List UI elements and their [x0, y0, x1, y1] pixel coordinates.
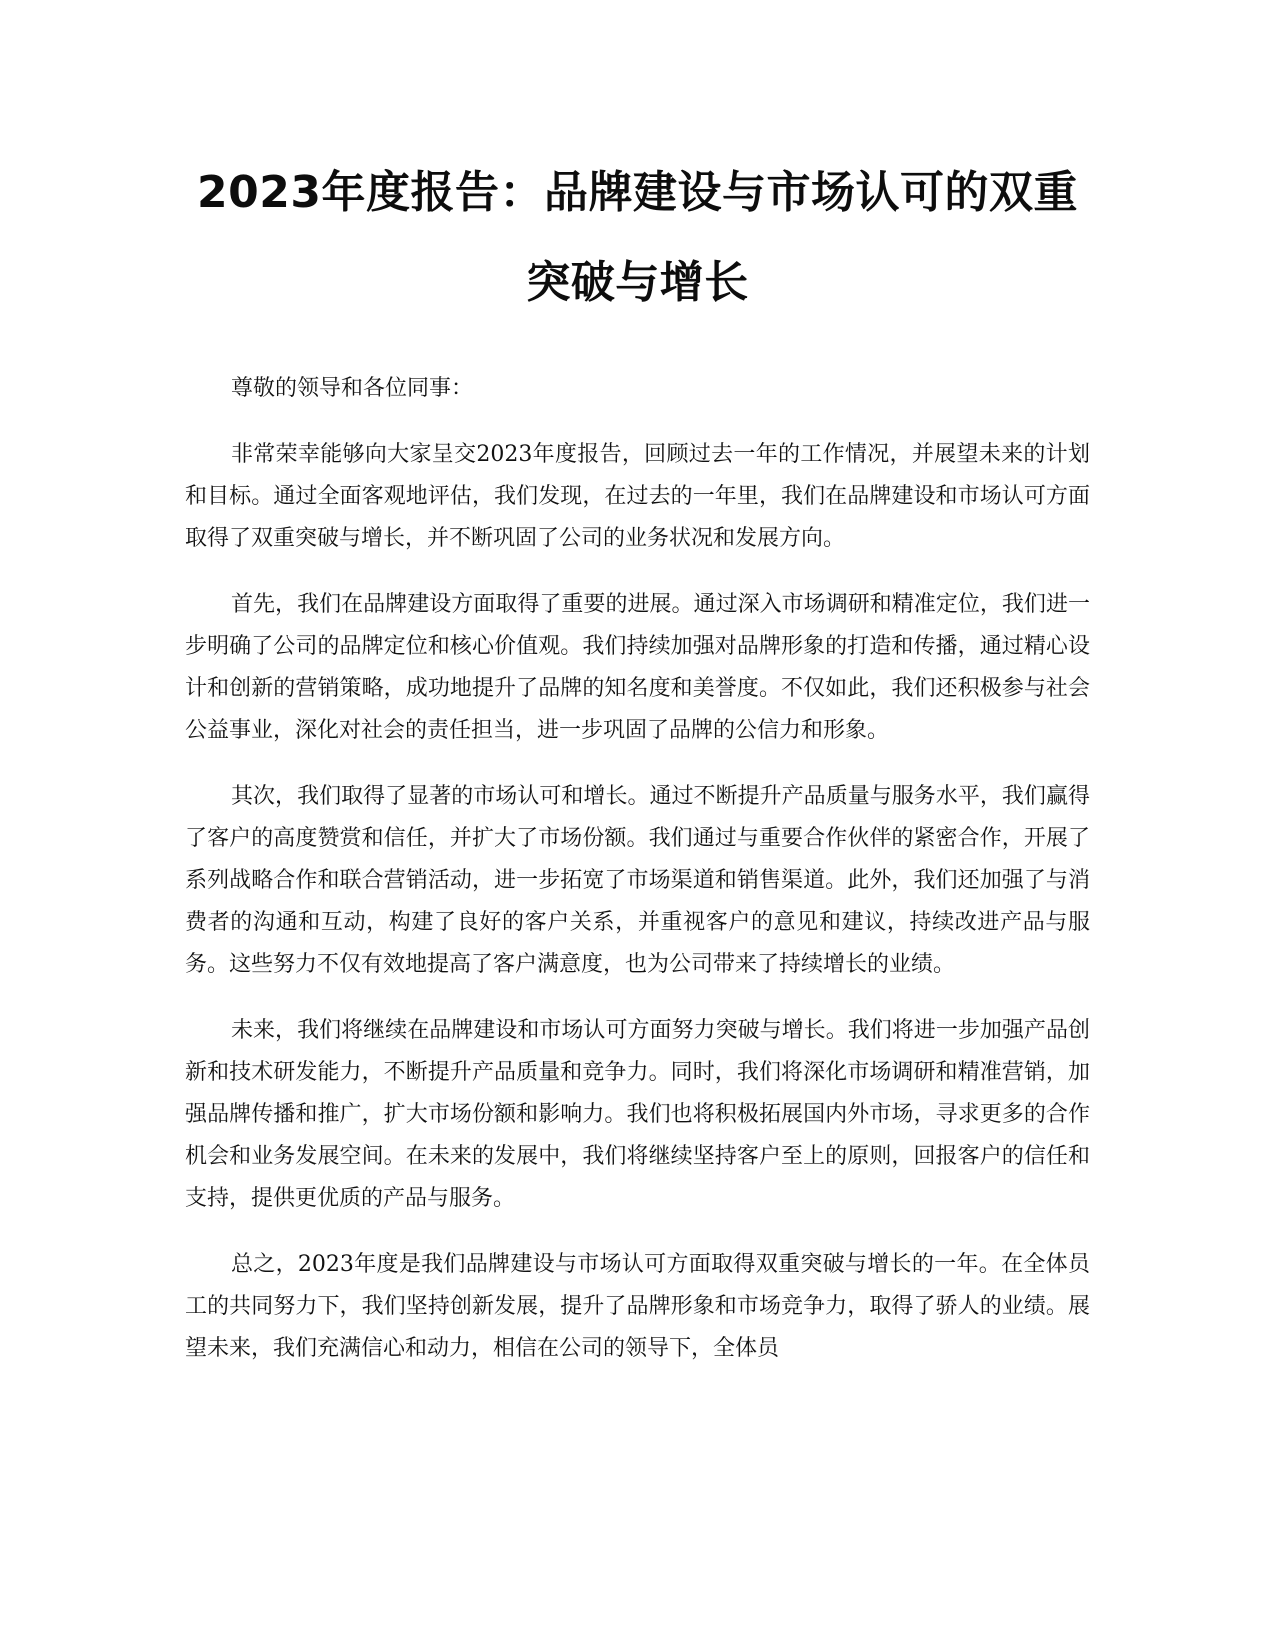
document-page [185, 148, 1090, 1370]
paragraph-market-recognition: 其次，我们取得了显著的市场认可和增长。通过不断提升产品质量与服务水平，我们赢得了客户的高度赞赏和信任，并扩大了市场份额。我们通过与重要合作伙伴的紧密合作，开展了系列战略合作和联合营销活动，进一步拓宽了市场渠道和销售渠道。此外，我们还加强了与消费者的沟通和互动，构建了良好的客户关系，并重视客户的意见和建议，持续改进产品与服务。这些努力不仅有效地提高了客户满意度，也为公司带来了持续增长的业绩。 [185, 784, 1090, 977]
document-title [185, 148, 1090, 328]
paragraph-brand-building: 首先，我们在品牌建设方面取得了重要的进展。通过深入市场调研和精准定位，我们进一步明确了公司的品牌定位和核心价值观。我们持续加强对品牌形象的打造和传播，通过精心设计和创新的营销策略，成功地提升了品牌的知名度和美誉度。不仅如此，我们还积极参与社会公益事业，深化对社会的责任担当，进一步巩固了品牌的公信力和形象。 [185, 592, 1090, 743]
salutation: 尊敬的领导和各位同事： [231, 376, 474, 401]
title-line-2: 突破与增长 [526, 257, 749, 308]
paragraph-future-plans: 未来，我们将继续在品牌建设和市场认可方面努力突破与增长。我们将进一步加强产品创新和技术研发能力，不断提升产品质量和竞争力。同时，我们将深化市场调研和精准营销，加强品牌传播和推广，扩大市场份额和影响力。我们也将积极拓展国内外市场，寻求更多的合作机会和业务发展空间。在未来的发展中，我们将继续坚持客户至上的原则，回报客户的信任和支持，提供更优质的产品与服务。 [185, 1018, 1090, 1211]
paragraph-conclusion: 总之，2023年度是我们品牌建设与市场认可方面取得双重突破与增长的一年。在全体员工的共同努力下，我们坚持创新发展，提升了品牌形象和市场竞争力，取得了骄人的业绩。展望未来，我们充满信心和动力，相信在公司的领导下，全体员 [185, 1252, 1090, 1361]
title-line-1: 2023年度报告：品牌建设与市场认可的双重 [197, 167, 1078, 218]
paragraph-intro: 非常荣幸能够向大家呈交2023年度报告，回顾过去一年的工作情况，并展望未来的计划和目标。通过全面客观地评估，我们发现，在过去的一年里，我们在品牌建设和市场认可方面取得了双重突破与增长，并不断巩固了公司的业务状况和发展方向。 [185, 442, 1090, 551]
